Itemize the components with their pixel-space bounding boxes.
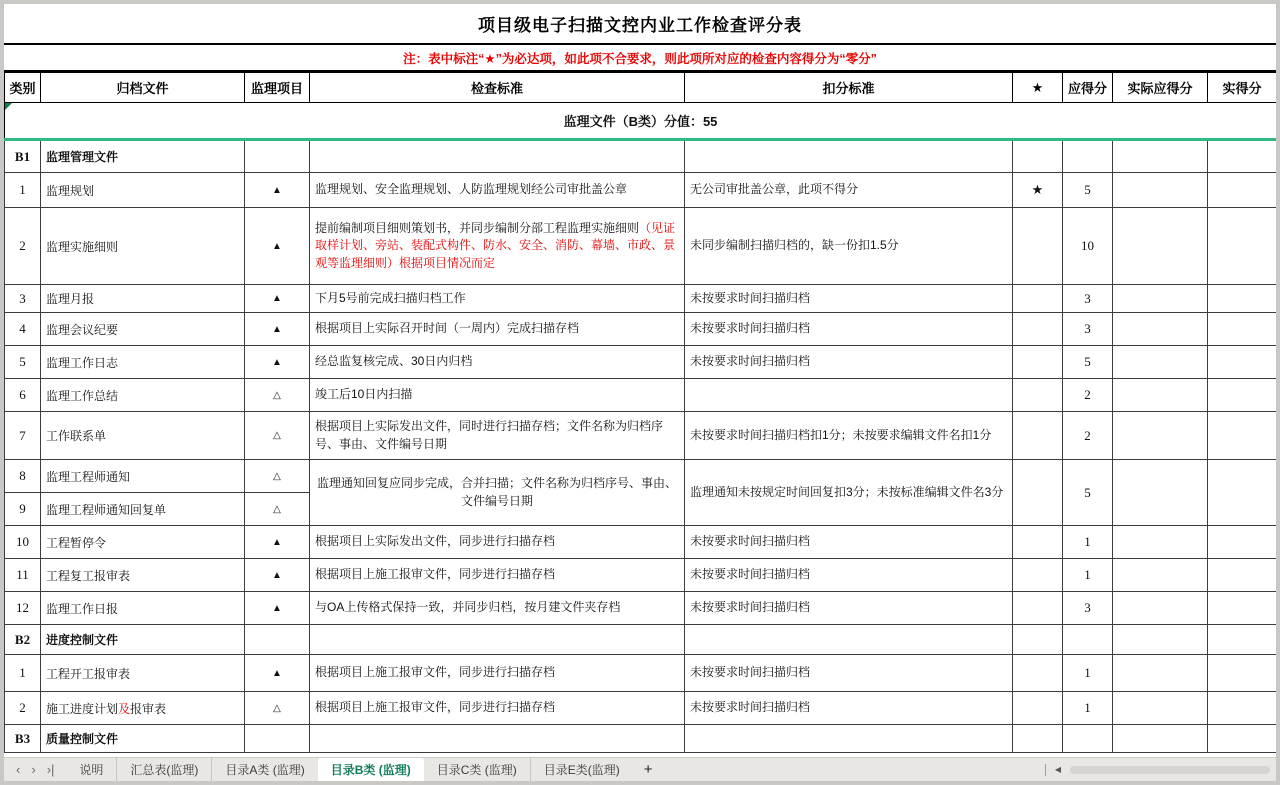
cell-final[interactable]	[1208, 526, 1277, 559]
hscrollbar-thumb[interactable]	[1070, 766, 1270, 774]
cell-name[interactable]: 质量控制文件	[41, 725, 245, 753]
cell-deduct[interactable]: 未按要求时间扫描归档	[685, 692, 1013, 725]
cell-actual[interactable]	[1113, 412, 1208, 460]
cell-check[interactable]: 根据项目上实际发出文件，同步进行扫描存档	[310, 526, 685, 559]
cell-score[interactable]: 3	[1063, 592, 1113, 625]
cell-score[interactable]	[1063, 140, 1113, 173]
cell-deduct[interactable]: 未按要求时间扫描归档	[685, 592, 1013, 625]
cell-deduct[interactable]: 未按要求时间扫描归档	[685, 346, 1013, 379]
table-row	[5, 103, 1277, 140]
cell-actual[interactable]	[1113, 592, 1208, 625]
cell-deduct[interactable]: 监理通知未按规定时间回复扣3分；未按标准编辑文件名3分	[685, 460, 1013, 526]
column-header[interactable]: 扣分标准	[685, 73, 1013, 103]
cell-score[interactable]: 2	[1063, 412, 1113, 460]
cell-check[interactable]	[310, 140, 685, 173]
cell-check[interactable]: 根据项目上实际发出文件，同时进行扫描存档；文件名称为归档序号、事由、文件编号日期	[310, 412, 685, 460]
cell-star[interactable]	[1013, 208, 1063, 285]
cell-name[interactable]: 监理实施细则	[41, 208, 245, 285]
cell-score[interactable]: 5	[1063, 460, 1113, 526]
column-header[interactable]: 归档文件	[41, 73, 245, 103]
cell-check[interactable]: 根据项目上实际召开时间（一周内）完成扫描存档	[310, 313, 685, 346]
cell-cat[interactable]: 2	[5, 208, 41, 285]
column-header[interactable]: ★	[1013, 73, 1063, 103]
cell-final[interactable]	[1208, 173, 1277, 208]
cell-final[interactable]	[1208, 412, 1277, 460]
column-header[interactable]: 应得分	[1063, 73, 1113, 103]
cell-mark[interactable]: △	[245, 379, 310, 412]
column-header[interactable]: 类别	[5, 73, 41, 103]
cell-star[interactable]	[1013, 412, 1063, 460]
table-row	[5, 346, 1277, 379]
cell-text-red: （见证取样计划、旁站、装配式构件、防水、安全、消防、幕墙、市政、景观等监理细则）根据项目情况而定	[315, 220, 676, 270]
cell-score[interactable]: 1	[1063, 692, 1113, 725]
cell-deduct[interactable]	[685, 379, 1013, 412]
table-row	[5, 412, 1277, 460]
cell-deduct[interactable]: 未按要求时间扫描归档	[685, 285, 1013, 313]
cell-score[interactable]: 5	[1063, 346, 1113, 379]
cell-cat[interactable]: 3	[5, 285, 41, 313]
column-header[interactable]: 实得分	[1208, 73, 1277, 103]
table-row	[5, 173, 1277, 208]
cell-cat[interactable]: 9	[5, 493, 41, 526]
cell-check[interactable]: 经总监复核完成、30日内归档	[310, 346, 685, 379]
cell-cat[interactable]: 4	[5, 313, 41, 346]
cell-check[interactable]	[310, 208, 685, 285]
cell-star[interactable]	[1013, 460, 1063, 526]
cell-star[interactable]	[1013, 346, 1063, 379]
table-row	[5, 559, 1277, 592]
cell-mark[interactable]	[245, 725, 310, 753]
selection-corner-icon	[5, 103, 12, 110]
sheet-tab[interactable]: 说明	[79, 763, 104, 777]
cell-check[interactable]	[310, 625, 685, 655]
table-row	[5, 526, 1277, 559]
cell-deduct[interactable]: 无公司审批盖公章，此项不得分	[685, 173, 1013, 208]
cell-cat[interactable]: 1	[5, 655, 41, 692]
cell-check[interactable]: 与OA上传格式保持一致，并同步归档，按月建文件夹存档	[310, 592, 685, 625]
cell-final[interactable]	[1208, 313, 1277, 346]
cell-cat[interactable]: 6	[5, 379, 41, 412]
column-header[interactable]: 检查标准	[310, 73, 685, 103]
table-row	[5, 725, 1277, 753]
sheet-tab[interactable]: 目录C类 (监理)	[436, 763, 517, 777]
cell-cat[interactable]: 1	[5, 173, 41, 208]
cell-actual[interactable]	[1113, 460, 1208, 526]
title-row	[4, 4, 1276, 45]
cell-deduct[interactable]: 未按要求时间扫描归档	[685, 313, 1013, 346]
cell-check[interactable]: 监理规划、安全监理规划、人防监理规划经公司审批盖公章	[310, 173, 685, 208]
cell-star[interactable]	[1013, 559, 1063, 592]
cell-star[interactable]	[1013, 313, 1063, 346]
table-row	[5, 460, 1277, 493]
cell-mark[interactable]: △	[245, 460, 310, 493]
tabs-scroll-left-icon[interactable]: ‹	[16, 762, 21, 777]
cell-actual[interactable]	[1113, 655, 1208, 692]
cell-final[interactable]	[1208, 285, 1277, 313]
tabs-scroll-last-icon[interactable]: ›|	[46, 762, 55, 777]
cell-score[interactable]	[1063, 625, 1113, 655]
cell-name[interactable]: 监理工程师通知回复单	[41, 493, 245, 526]
cell-score[interactable]: 3	[1063, 313, 1113, 346]
cell-mark[interactable]: ▲	[245, 208, 310, 285]
cell-mark[interactable]: △	[245, 493, 310, 526]
cell-final[interactable]	[1208, 379, 1277, 412]
section-header[interactable]: 监理文件（B类）分值：55	[5, 103, 1277, 140]
tab-navigation	[4, 758, 66, 781]
cell-star[interactable]	[1013, 526, 1063, 559]
cell-actual[interactable]	[1113, 285, 1208, 313]
cell-name[interactable]: 工程暂停令	[41, 526, 245, 559]
cell-mark[interactable]: ▲	[245, 173, 310, 208]
table-header-row	[5, 73, 1277, 103]
cell-cat[interactable]: 10	[5, 526, 41, 559]
cell-cat[interactable]: 2	[5, 692, 41, 725]
cell-actual[interactable]	[1113, 208, 1208, 285]
cell-name[interactable]: 工程开工报审表	[41, 655, 245, 692]
cell-deduct[interactable]	[685, 625, 1013, 655]
cell-star[interactable]: ★	[1013, 173, 1063, 208]
cell-cat[interactable]: B3	[5, 725, 41, 753]
cell-deduct[interactable]	[685, 725, 1013, 753]
table-row	[5, 285, 1277, 313]
cell-final[interactable]	[1208, 725, 1277, 753]
cell-cat[interactable]: 7	[5, 412, 41, 460]
cell-deduct[interactable]: 未按要求时间扫描归档	[685, 526, 1013, 559]
cell-actual[interactable]	[1113, 625, 1208, 655]
table-row	[5, 692, 1277, 725]
table-row	[5, 655, 1277, 692]
cell-mark[interactable]: ▲	[245, 346, 310, 379]
cell-star[interactable]	[1013, 655, 1063, 692]
cell-name[interactable]: 监理规划	[41, 173, 245, 208]
cell-deduct[interactable]: 未按要求时间扫描归档	[685, 559, 1013, 592]
cell-check[interactable]: 根据项目上施工报审文件，同步进行扫描存档	[310, 692, 685, 725]
cell-star[interactable]	[1013, 140, 1063, 173]
cell-mark[interactable]: ▲	[245, 313, 310, 346]
cell-final[interactable]	[1208, 592, 1277, 625]
cell-text: 施工进度计划	[46, 701, 119, 716]
cell-score[interactable]: 3	[1063, 285, 1113, 313]
cell-score[interactable]: 1	[1063, 655, 1113, 692]
cell-star[interactable]	[1013, 625, 1063, 655]
cell-check[interactable]: 下月5号前完成扫描归档工作	[310, 285, 685, 313]
cell-cat[interactable]: 5	[5, 346, 41, 379]
table-row	[5, 592, 1277, 625]
cell-actual[interactable]	[1113, 140, 1208, 173]
cell-name[interactable]: 监理工作日志	[41, 346, 245, 379]
cell-mark[interactable]: △	[245, 692, 310, 725]
cell-actual[interactable]	[1113, 692, 1208, 725]
cell-final[interactable]	[1208, 559, 1277, 592]
cell-final[interactable]	[1208, 692, 1277, 725]
cell-mark[interactable]: ▲	[245, 285, 310, 313]
hscrollbar-divider	[1045, 764, 1046, 776]
cell-star[interactable]	[1013, 379, 1063, 412]
cell-mark[interactable]	[245, 625, 310, 655]
score-table	[4, 72, 1277, 753]
cell-cat[interactable]: 12	[5, 592, 41, 625]
cell-deduct[interactable]: 未同步编制扫描归档的，缺一份扣1.5分	[685, 208, 1013, 285]
sheet-tab-bar	[4, 757, 1276, 781]
sheet-tab[interactable]: 目录A类 (监理)	[211, 758, 317, 781]
cell-actual[interactable]	[1113, 725, 1208, 753]
cell-check[interactable]: 竣工后10日内扫描	[310, 379, 685, 412]
hscrollbar-left-arrow-icon[interactable]: ◀	[1054, 764, 1061, 774]
cell-mark[interactable]: ▲	[245, 655, 310, 692]
cell-final[interactable]	[1208, 208, 1277, 285]
note-row	[4, 45, 1276, 72]
cell-name[interactable]: 监理管理文件	[41, 140, 245, 173]
cell-name[interactable]: 监理会议纪要	[41, 313, 245, 346]
tabs-scroll-right-icon[interactable]: ›	[31, 762, 36, 777]
cell-check[interactable]	[310, 725, 685, 753]
cell-actual[interactable]	[1113, 173, 1208, 208]
cell-name[interactable]: 监理工程师通知	[41, 460, 245, 493]
cell-text-red: 及	[118, 701, 131, 716]
cell-star[interactable]	[1013, 285, 1063, 313]
sheet-title: 项目级电子扫描文控内业工作检查评分表	[478, 16, 802, 35]
cell-score[interactable]: 1	[1063, 526, 1113, 559]
cell-final[interactable]	[1208, 625, 1277, 655]
cell-mark[interactable]: △	[245, 412, 310, 460]
cell-cat[interactable]: B1	[5, 140, 41, 173]
cell-name[interactable]: 工程复工报审表	[41, 559, 245, 592]
add-sheet-button[interactable]: +	[643, 761, 653, 778]
cell-check[interactable]: 根据项目上施工报审文件，同步进行扫描存档	[310, 655, 685, 692]
cell-text: 报审表	[130, 701, 167, 716]
cell-final[interactable]	[1208, 655, 1277, 692]
table-row	[5, 140, 1277, 173]
cell-cat[interactable]: B2	[5, 625, 41, 655]
horizontal-scrollbar	[1045, 758, 1276, 781]
cell-star[interactable]	[1013, 592, 1063, 625]
cell-deduct[interactable]	[685, 140, 1013, 173]
cell-actual[interactable]	[1113, 313, 1208, 346]
cell-star[interactable]	[1013, 725, 1063, 753]
cell-actual[interactable]	[1113, 526, 1208, 559]
cell-actual[interactable]	[1113, 559, 1208, 592]
cell-name[interactable]: 监理工作总结	[41, 379, 245, 412]
cell-score[interactable]: 5	[1063, 173, 1113, 208]
cell-name[interactable]: 工作联系单	[41, 412, 245, 460]
sheet-tab[interactable]: 汇总表(监理)	[116, 758, 211, 781]
table-row	[5, 208, 1277, 285]
cell-deduct[interactable]: 未按要求时间扫描归档扣1分；未按要求编辑文件名扣1分	[685, 412, 1013, 460]
cell-final[interactable]	[1208, 460, 1277, 526]
cell-actual[interactable]	[1113, 379, 1208, 412]
mandatory-note: 注：表中标注“★”为必达项，如此项不合要求，则此项所对应的检查内容得分为“零分”	[403, 51, 877, 66]
cell-score[interactable]: 10	[1063, 208, 1113, 285]
cell-score[interactable]: 2	[1063, 379, 1113, 412]
sheet-tab[interactable]: 目录B类 (监理)	[318, 758, 424, 781]
cell-check[interactable]: 根据项目上施工报审文件，同步进行扫描存档	[310, 559, 685, 592]
cell-score[interactable]: 1	[1063, 559, 1113, 592]
cell-mark[interactable]: ▲	[245, 526, 310, 559]
table-row	[5, 625, 1277, 655]
cell-final[interactable]	[1208, 140, 1277, 173]
cell-cat[interactable]: 11	[5, 559, 41, 592]
sheet-tabs	[66, 758, 663, 781]
cell-cat[interactable]: 8	[5, 460, 41, 493]
cell-name[interactable]: 监理工作日报	[41, 592, 245, 625]
cell-star[interactable]	[1013, 692, 1063, 725]
cell-mark[interactable]: ▲	[245, 592, 310, 625]
table-row	[5, 313, 1277, 346]
cell-final[interactable]	[1208, 346, 1277, 379]
column-header[interactable]: 实际应得分	[1113, 73, 1208, 103]
cell-name[interactable]: 监理月报	[41, 285, 245, 313]
column-header[interactable]: 监理项目	[245, 73, 310, 103]
cell-check[interactable]: 监理通知回复应同步完成，合并扫描；文件名称为归档序号、事由、文件编号日期	[310, 460, 685, 526]
cell-name[interactable]: 进度控制文件	[41, 625, 245, 655]
cell-mark[interactable]: ▲	[245, 559, 310, 592]
cell-name[interactable]	[41, 692, 245, 725]
sheet-tab[interactable]: 目录E类(监理)	[530, 758, 633, 781]
cell-mark[interactable]	[245, 140, 310, 173]
cell-score[interactable]	[1063, 725, 1113, 753]
cell-actual[interactable]	[1113, 346, 1208, 379]
cell-text: 提前编制项目细则策划书，并同步编制分部工程监理实施细则	[315, 220, 640, 235]
cell-deduct[interactable]: 未按要求时间扫描归档	[685, 655, 1013, 692]
table-row	[5, 379, 1277, 412]
